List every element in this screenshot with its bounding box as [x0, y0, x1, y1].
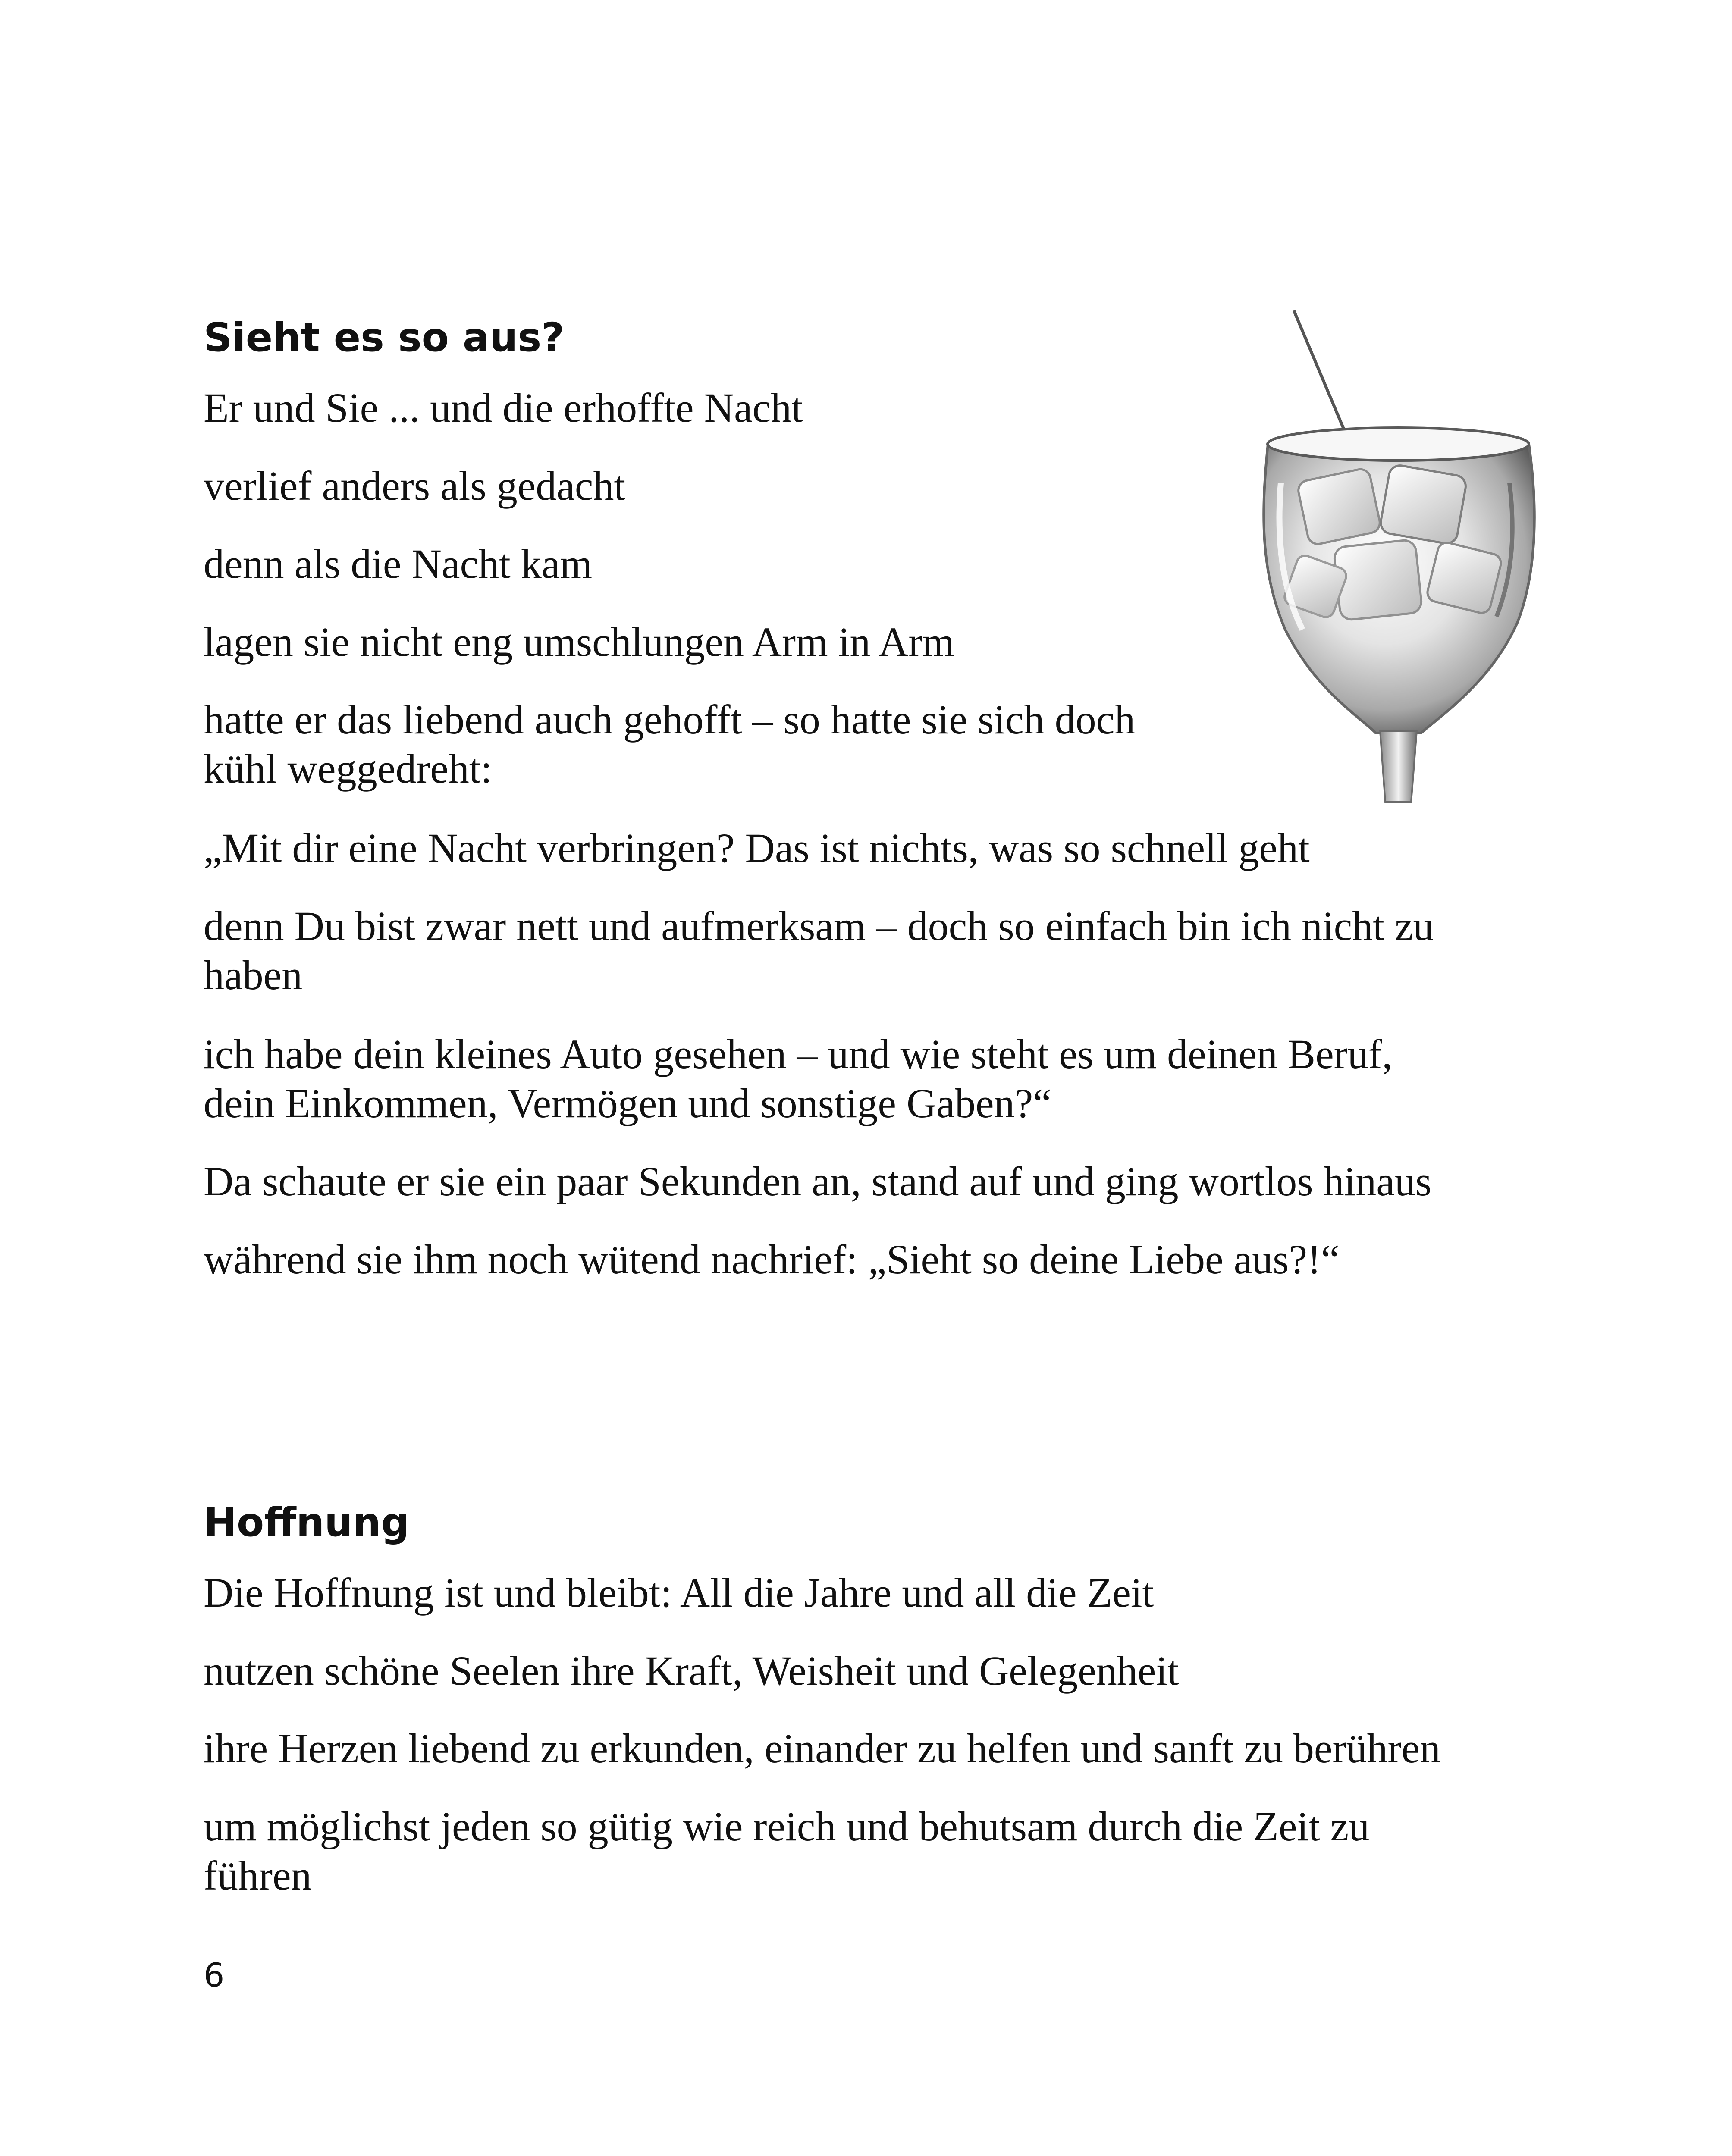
- poem1-line-11: dein Einkommen, Vermögen und sonstige Gaben?“: [204, 1080, 1051, 1126]
- poem1-line-7: „Mit dir eine Nacht verbringen? Das ist nichts, was so schnell geht: [204, 825, 1310, 871]
- poem1-line-3: denn als die Nacht kam: [204, 541, 593, 587]
- poem1-line-9: haben: [204, 952, 303, 998]
- poem-title-hoffnung: Hoffnung: [204, 1499, 410, 1545]
- poem1-line-4: lagen sie nicht eng umschlungen Arm in Arm: [204, 619, 955, 665]
- poem2-line-5: führen: [204, 1852, 312, 1899]
- cocktail-glass-icon: [1251, 302, 1544, 806]
- poem2-line-1: Die Hoffnung ist und bleibt: All die Jahre und all die Zeit: [204, 1570, 1154, 1616]
- poem1-line-10: ich habe dein kleines Auto gesehen – und wie steht es um deinen Beruf,: [204, 1031, 1393, 1077]
- poem2-line-2: nutzen schöne Seelen ihre Kraft, Weisheit und Gelegenheit: [204, 1648, 1179, 1694]
- poem1-line-8: denn Du bist zwar nett und aufmerksam – doch so einfach bin ich nicht zu: [204, 903, 1434, 949]
- poem1-line-6: kühl weggedreht:: [204, 746, 493, 792]
- poem1-line-2: verlief anders als gedacht: [204, 463, 626, 509]
- poem1-line-1: Er und Sie ... und die erhoffte Nacht: [204, 385, 803, 431]
- poem1-line-13: während sie ihm noch wütend nachrief: „Sieht so deine Liebe aus?!“: [204, 1236, 1340, 1282]
- poem-title-sieht-es-so-aus: Sieht es so aus?: [204, 314, 565, 360]
- poem2-line-3: ihre Herzen liebend zu erkunden, einander zu helfen und sanft zu berühren: [204, 1725, 1441, 1771]
- poem1-line-12: Da schaute er sie ein paar Sekunden an, stand auf und ging wortlos hinaus: [204, 1158, 1432, 1204]
- poem2-line-4: um möglichst jeden so gütig wie reich und behutsam durch die Zeit zu: [204, 1803, 1370, 1849]
- poem1-line-5: hatte er das liebend auch gehofft – so hatte sie sich doch: [204, 696, 1136, 743]
- page-number: 6: [204, 1956, 225, 1994]
